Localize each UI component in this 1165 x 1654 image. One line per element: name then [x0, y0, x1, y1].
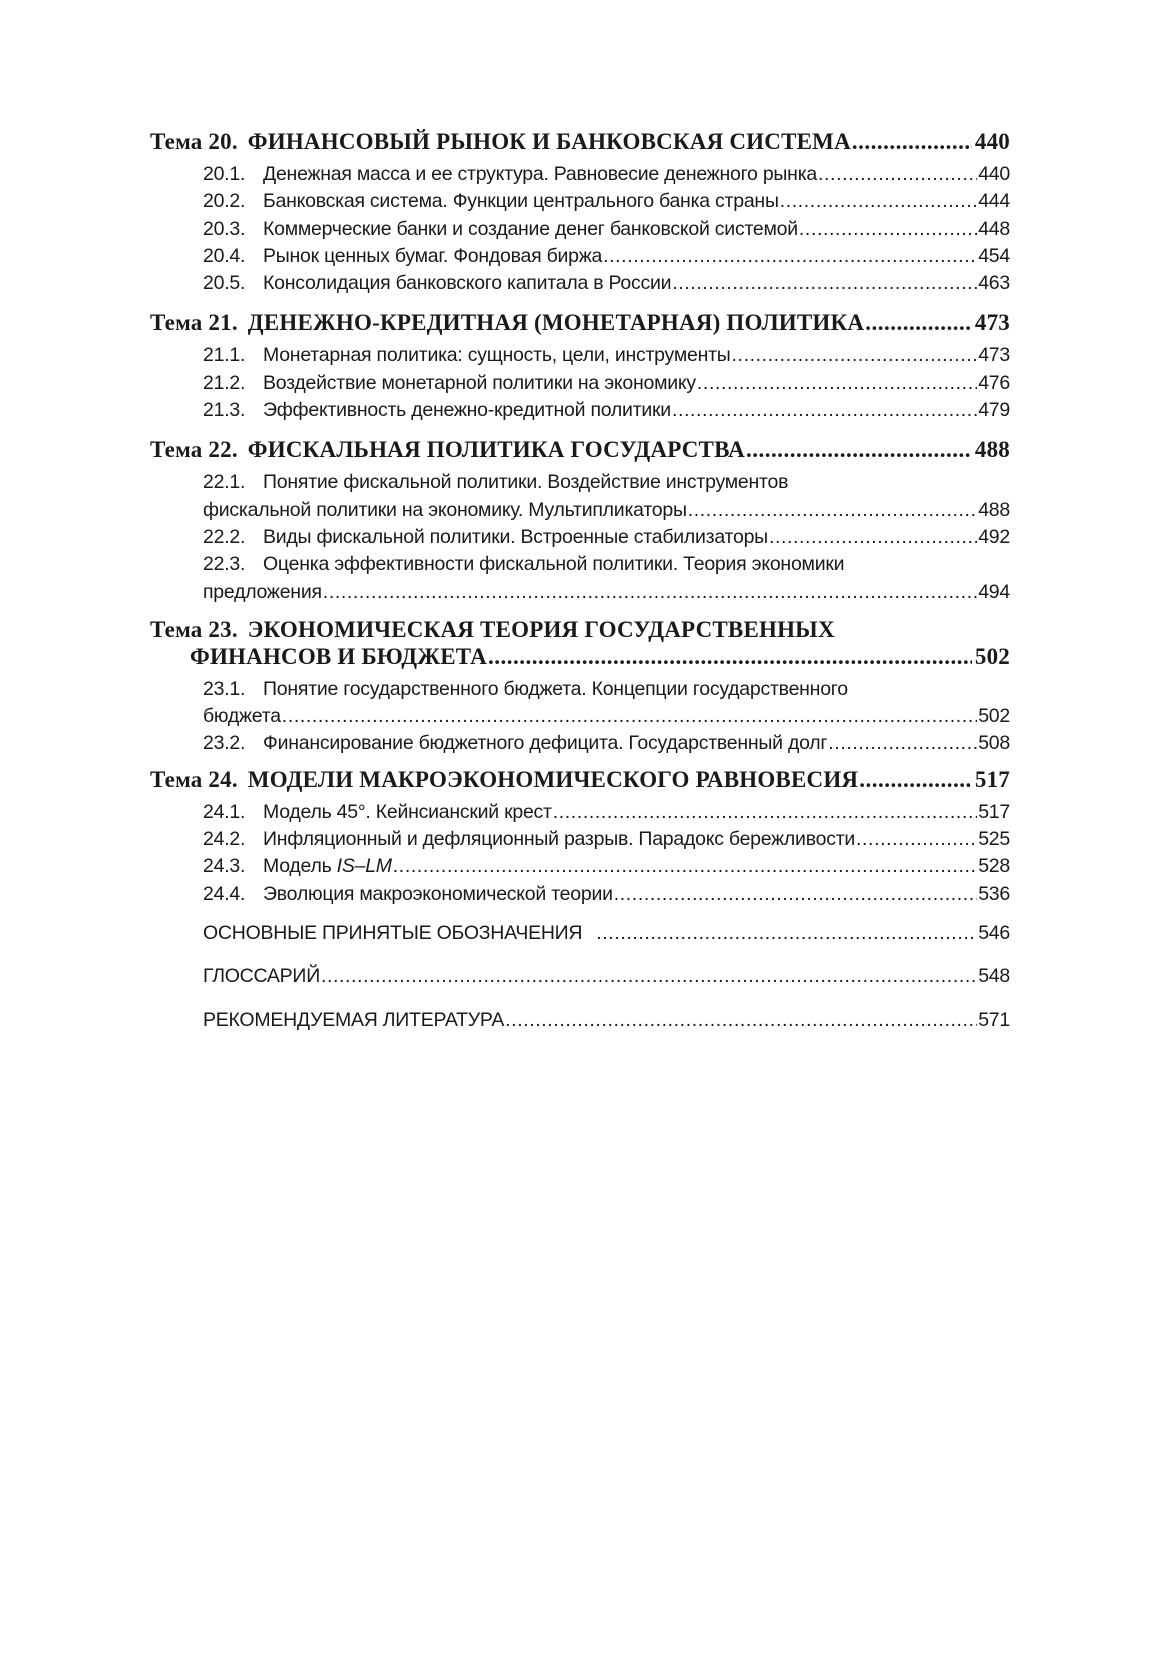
dot-leader [393, 853, 977, 880]
appendix-title: ОСНОВНЫЕ ПРИНЯТЫЕ ОБОЗНАЧЕНИЯ [203, 921, 583, 944]
section-page-number: 476 [978, 371, 1010, 394]
dot-leader [818, 161, 977, 188]
section-page-number: 492 [978, 525, 1010, 548]
topic-sections [150, 342, 1010, 424]
topic-heading[interactable] [150, 128, 1010, 155]
section-page-number: 528 [978, 855, 1010, 878]
section-number: 24.1. [203, 800, 246, 823]
dot-leader [688, 497, 977, 524]
section-number: 23.1. [203, 677, 246, 700]
topic-page-number: 473 [974, 310, 1010, 336]
toc-topic-21 [150, 309, 1010, 424]
toc-section-20-5[interactable] [203, 270, 1010, 297]
dot-leader [697, 370, 977, 397]
dot-leader [614, 881, 977, 908]
section-page-number: 494 [978, 580, 1010, 603]
toc-appendix-glossary[interactable] [203, 963, 1010, 990]
topic-title: ЭКОНОМИЧЕСКАЯ ТЕОРИЯ ГОСУДАРСТВЕННЫХ [247, 616, 835, 642]
topic-title-continued: ФИНАНСОВ И БЮДЖЕТА [190, 643, 487, 669]
section-title-italic: IS–LM [336, 855, 392, 878]
topic-sections [150, 469, 1010, 605]
toc-appendix-notation[interactable] [203, 920, 1010, 947]
toc-section-24-3[interactable] [203, 853, 1010, 880]
topic-sections [150, 676, 1010, 758]
topic-heading[interactable] [150, 766, 1010, 793]
section-number: 24.3. [203, 855, 246, 878]
section-number: 24.2. [203, 828, 246, 851]
dot-leader [553, 799, 977, 826]
dot-leader [321, 963, 977, 990]
dot-leader [732, 342, 978, 369]
section-title: Финансирование бюджетного дефицита. Государственный долг [263, 732, 828, 755]
section-page-number: 517 [978, 800, 1010, 823]
topic-number: Тема 22. [150, 437, 238, 463]
section-page-number: 448 [978, 217, 1010, 240]
topic-heading[interactable] [150, 616, 1010, 670]
dot-leader [852, 128, 972, 155]
dot-leader [828, 730, 977, 757]
section-number: 24.4. [203, 882, 246, 905]
section-title: Воздействие монетарной политики на экономику [263, 371, 696, 394]
section-title: Инфляционный и дефляционный разрыв. Парадокс бережливости [263, 828, 856, 851]
section-number: 21.3. [203, 399, 246, 422]
toc-section-21-2[interactable] [203, 370, 1010, 397]
section-title: Понятие государственного бюджета. Концепции государственного [263, 677, 848, 700]
topic-sections [150, 799, 1010, 908]
section-number: 21.1. [203, 344, 246, 367]
dot-leader [746, 436, 972, 463]
dot-leader [799, 216, 977, 243]
toc-appendix-literature[interactable] [203, 1007, 1010, 1034]
topic-title: ФИСКАЛЬНАЯ ПОЛИТИКА ГОСУДАРСТВА [247, 437, 745, 463]
topic-page-number: 488 [974, 437, 1010, 463]
topic-page-number: 502 [974, 643, 1010, 669]
topic-page-number: 517 [974, 766, 1010, 792]
topic-title: ФИНАНСОВЫЙ РЫНОК И БАНКОВСКАЯ СИСТЕМА [247, 129, 851, 154]
section-title: Рынок ценных бумаг. Фондовая биржа [263, 244, 603, 267]
topic-sections [150, 161, 1010, 297]
appendix-page-number: 546 [978, 921, 1010, 944]
dot-leader [505, 1007, 977, 1034]
section-title: Банковская система. Функции центрального банка страны [263, 190, 779, 213]
section-page-number: 488 [978, 498, 1010, 521]
section-page-number: 463 [978, 272, 1010, 295]
topic-title: МОДЕЛИ МАКРОЭКОНОМИЧЕСКОГО РАВНОВЕСИЯ [247, 766, 859, 792]
section-number: 22.2. [203, 525, 246, 548]
section-page-number: 444 [978, 190, 1010, 213]
dot-leader [282, 703, 977, 730]
section-title: Оценка эффективности фискальной политики. Теория экономики [263, 553, 845, 576]
toc-section-20-1[interactable] [203, 161, 1010, 188]
section-title: Монетарная политика: сущность, цели, инструменты [263, 344, 731, 367]
section-title: Консолидация банковского капитала в России [263, 272, 672, 295]
toc-section-22-3[interactable] [203, 551, 1010, 606]
section-title [263, 853, 392, 880]
section-number: 20.5. [203, 272, 246, 295]
section-page-number: 502 [978, 705, 1010, 728]
section-number: 22.1. [203, 471, 246, 494]
appendix-title: ГЛОССАРИЙ [203, 965, 320, 988]
section-page-number: 473 [978, 344, 1010, 367]
section-number: 21.2. [203, 371, 246, 394]
section-title: Денежная масса и ее структура. Равновесие денежного рынка [263, 163, 818, 185]
topic-heading[interactable] [150, 436, 1010, 463]
topic-number: Тема 24. [150, 766, 238, 792]
dot-leader [856, 826, 977, 853]
toc-section-23-2[interactable] [203, 730, 1010, 757]
dot-leader [780, 188, 977, 215]
section-number: 20.4. [203, 244, 246, 267]
toc-section-20-2[interactable] [203, 188, 1010, 215]
toc-section-23-1[interactable] [203, 676, 1010, 731]
section-number: 20.1. [203, 163, 246, 185]
section-page-number: 454 [978, 244, 1010, 267]
section-title: Понятие фискальной политики. Воздействие инструментов [263, 471, 789, 494]
toc-appendix [150, 920, 1010, 1034]
section-title: Эффективность денежно-кредитной политики [263, 399, 671, 422]
section-page-number: 440 [978, 163, 1010, 185]
toc-section-20-3[interactable] [203, 216, 1010, 243]
dot-leader [596, 920, 977, 947]
section-title: Модель 45°. Кейнсианский крест [263, 800, 552, 823]
toc-topic-22 [150, 436, 1010, 605]
appendix-title: РЕКОМЕНДУЕМАЯ ЛИТЕРАТУРА [203, 1008, 505, 1031]
section-title-text: Модель [263, 855, 337, 878]
dot-leader [865, 309, 972, 336]
section-page-number: 479 [978, 399, 1010, 422]
section-number: 20.3. [203, 217, 246, 240]
toc-section-22-2[interactable] [203, 524, 1010, 551]
section-page-number: 536 [978, 882, 1010, 905]
toc-topic-23 [150, 616, 1010, 758]
section-title: Виды фискальной политики. Встроенные стабилизаторы [263, 525, 768, 548]
toc-section-20-4[interactable] [203, 243, 1010, 270]
dot-leader [603, 243, 977, 270]
toc-topic-24 [150, 766, 1010, 908]
dot-leader [488, 643, 972, 670]
appendix-page-number: 571 [978, 1008, 1010, 1031]
section-title: Эволюция макроэкономической теории [263, 882, 613, 905]
topic-heading[interactable] [150, 309, 1010, 336]
section-page-number: 508 [978, 732, 1010, 755]
section-page-number: 525 [978, 828, 1010, 851]
dot-leader [859, 766, 972, 793]
table-of-contents [150, 128, 1010, 1034]
topic-page-number: 440 [974, 129, 1010, 154]
topic-number: Тема 21. [150, 310, 238, 336]
toc-section-24-1[interactable] [203, 799, 1010, 826]
section-title-continued: предложения [203, 580, 322, 603]
topic-number: Тема 23. [150, 616, 238, 642]
toc-section-24-2[interactable] [203, 826, 1010, 853]
topic-title: ДЕНЕЖНО-КРЕДИТНАЯ (МОНЕТАРНАЯ) ПОЛИТИКА [247, 310, 865, 336]
toc-section-21-3[interactable] [203, 397, 1010, 424]
section-number: 20.2. [203, 190, 246, 213]
dot-leader [672, 397, 977, 424]
topic-number: Тема 20. [150, 129, 238, 154]
dot-leader [769, 524, 977, 551]
appendix-page-number: 548 [978, 965, 1010, 988]
section-title: Коммерческие банки и создание денег банковской системой [263, 217, 798, 240]
toc-section-22-1[interactable] [203, 469, 1010, 524]
toc-section-21-1[interactable] [203, 342, 1010, 369]
dot-leader [672, 270, 977, 297]
section-number: 23.2. [203, 732, 246, 755]
toc-topic-20 [150, 128, 1010, 297]
section-title-continued: фискальной политики на экономику. Мультипликаторы [203, 498, 687, 521]
section-title-continued: бюджета [203, 705, 281, 728]
dot-leader [323, 579, 977, 606]
toc-section-24-4[interactable] [203, 881, 1010, 908]
section-number: 22.3. [203, 553, 246, 576]
